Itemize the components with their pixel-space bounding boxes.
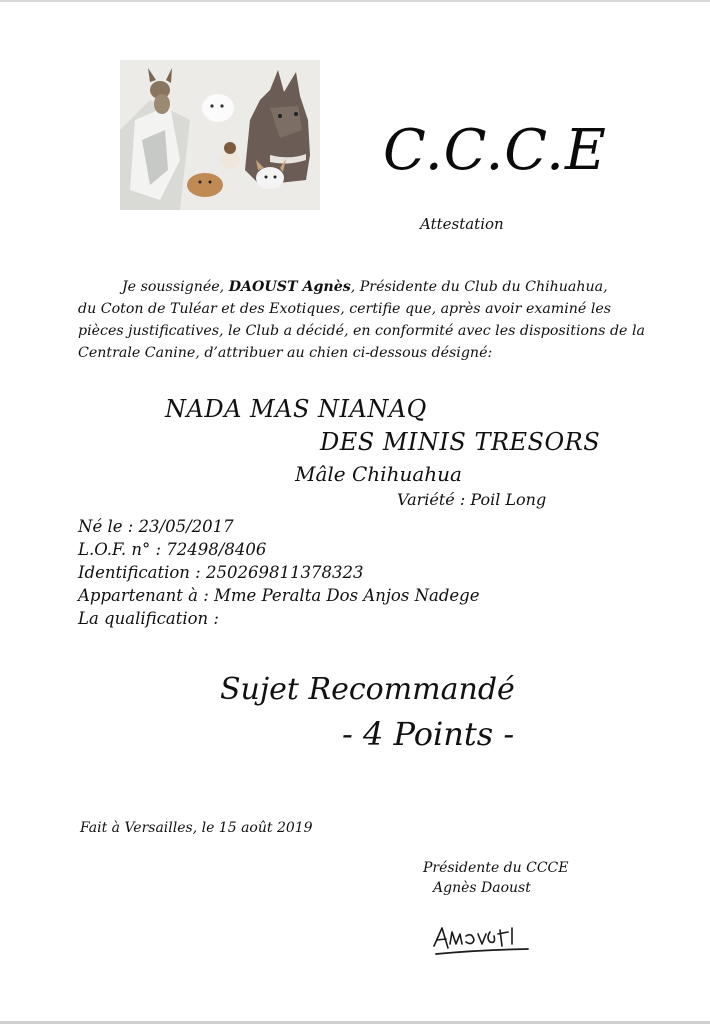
qualification-label: La qualification :	[78, 609, 219, 628]
dog-name-line-1: NADA MAS NIANAQ	[165, 395, 427, 423]
place-date: Fait à Versailles, le 15 août 2019	[80, 820, 313, 836]
paragraph-line-3: pièces justificatives, le Club a décidé, en conformité avec les dispositions de la	[78, 323, 645, 339]
paragraph-line-2: du Coton de Tuléar et des Exotiques, certifie que, après avoir examiné les	[78, 301, 612, 317]
dog-variety: Variété : Poil Long	[397, 490, 547, 509]
page-top-edge	[0, 0, 710, 2]
signatory-role: Présidente du CCCE	[423, 860, 569, 876]
paragraph-line-1	[78, 276, 638, 298]
signatory-name: Agnès Daoust	[433, 880, 531, 896]
dogs-photo	[120, 60, 320, 210]
identification-number: Identification : 250269811378323	[78, 563, 364, 582]
lof-number: L.O.F. n° : 72498/8406	[78, 540, 267, 559]
paragraph-intro: Je soussignée,	[122, 279, 229, 295]
dog-name-line-2: DES MINIS TRESORS	[320, 428, 601, 456]
dog-info-block	[78, 515, 480, 630]
birth-date: Né le : 23/05/2017	[78, 517, 234, 536]
signature-image	[428, 918, 538, 964]
certification-paragraph	[78, 276, 645, 364]
paragraph-line-4: Centrale Canine, d’attribuer au chien ci-dessous désigné:	[78, 345, 493, 361]
document-subtitle: Attestation	[420, 215, 504, 233]
qualification-title: Sujet Recommandé	[220, 672, 515, 707]
club-title: C.C.C.E	[383, 118, 607, 183]
dog-sex-breed: Mâle Chihuahua	[295, 462, 462, 486]
president-name: DAOUST Agnès	[228, 279, 351, 295]
dogs-photo-illustration	[120, 60, 320, 210]
qualification-points: - 4 Points -	[342, 715, 515, 753]
owner: Appartenant à : Mme Peralta Dos Anjos Nadege	[78, 586, 480, 605]
paragraph-role: , Présidente du Club du Chihuahua,	[350, 279, 608, 295]
